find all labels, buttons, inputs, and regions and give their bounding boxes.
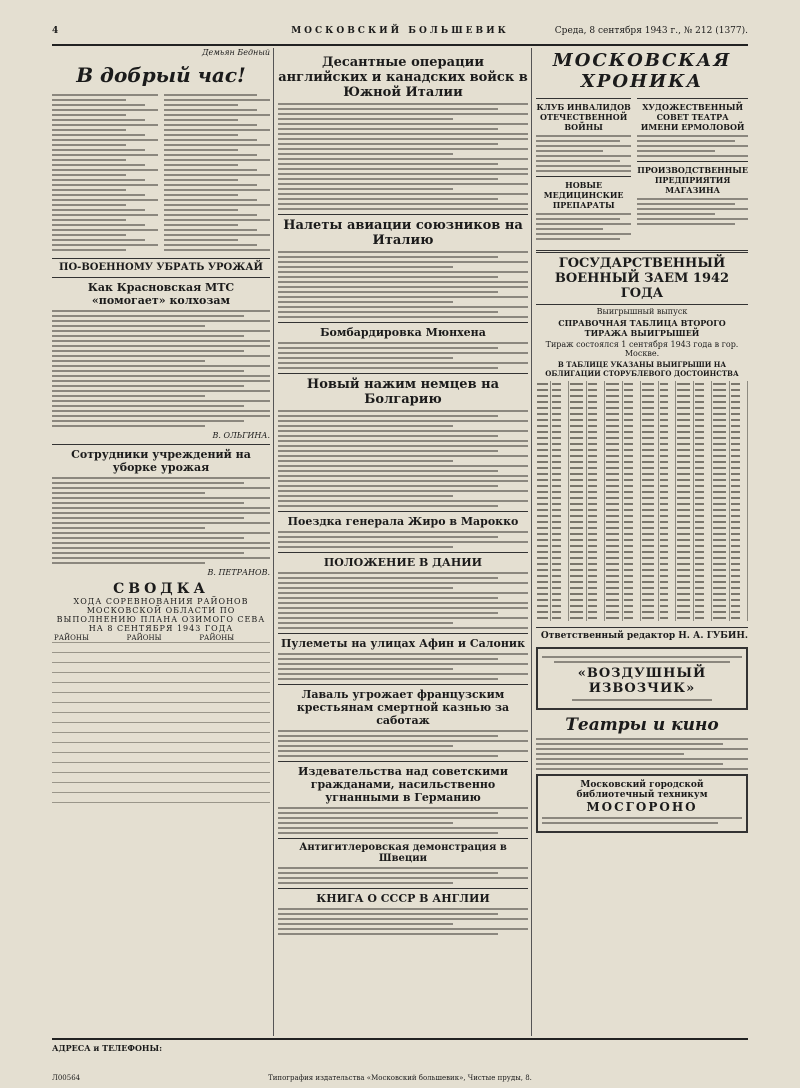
article-mts-body xyxy=(52,310,270,427)
section-harvest-title: ПО-ВОЕННОМУ УБРАТЬ УРОЖАЙ xyxy=(52,258,270,273)
article-mts-title: Как Красновская МТС «помогает» колхозам xyxy=(52,277,270,307)
loan-subtitle-3: Тираж состоялся 1 сентября 1943 года в гор. Москве. xyxy=(545,340,739,358)
chronicle-medical-title: НОВЫЕ МЕДИЦИНСКИЕ ПРЕПАРАТЫ xyxy=(536,176,631,210)
article-italy-landing-title: Десантные операции английских и канадских войск в Южной Италии xyxy=(278,55,528,100)
running-header xyxy=(52,22,748,46)
article-air-raids-body xyxy=(278,251,528,318)
page-number: 4 xyxy=(52,26,59,36)
library-ad-title: Московский городской библиотечный техникум xyxy=(576,780,708,800)
article-air-raids-title: Налеты авиации союзников на Италию xyxy=(278,214,528,248)
article-laval-title: Лаваль угрожает французским крестьянам смертной казнью за саботаж xyxy=(278,684,528,727)
article-munich-body xyxy=(278,342,528,369)
article-sweden-body xyxy=(278,867,528,884)
printer-imprint: Типография издательства «Московский большевик», Чистые пруды, 8. xyxy=(268,1074,532,1082)
article-germany-body xyxy=(278,807,528,834)
article-bulgaria-title: Новый нажим немцев на Болгарию xyxy=(278,373,528,407)
library-ad-org: МОСГОРОНО xyxy=(586,800,698,814)
left-column xyxy=(52,48,270,1036)
svodka-table xyxy=(52,633,270,803)
article-germany-title: Издевательства над советскими гражданами, насильственно угнанными в Германию xyxy=(278,761,528,804)
svodka-col-header: РАЙОНЫ xyxy=(125,633,198,643)
chronicle-shop-title: ПРОИЗВОДСТВЕННЫЕ ПРЕДПРИЯТИЯ МАГАЗИНА xyxy=(637,161,748,195)
article-denmark-title: ПОЛОЖЕНИЕ В ДАНИИ xyxy=(278,552,528,569)
poem-title: В добрый час! xyxy=(76,63,246,87)
loan-table xyxy=(536,381,748,621)
column-rule xyxy=(273,48,274,1036)
svodka-col-header: РАЙОНЫ xyxy=(197,633,270,643)
article-italy-landing-body xyxy=(278,103,528,210)
theatre-title: Театры и кино xyxy=(565,715,719,735)
footer-address-label: АДРЕСА и ТЕЛЕФОНЫ: xyxy=(52,1043,163,1053)
svodka-subtitle: ХОДА СОРЕВНОВАНИЯ РАЙОНОВ МОСКОВСКОЙ ОБЛАСТИ ПО ВЫПОЛНЕНИЮ ПЛАНА ОЗИМОГО СЕВА НА 8 СЕНТЯБРЯ 1943 ГОДА xyxy=(56,597,266,633)
right-column xyxy=(536,48,748,1036)
loan-title: ГОСУДАРСТВЕННЫЙ ВОЕННЫЙ ЗАЕМ 1942 ГОДА xyxy=(536,250,748,305)
theatre-listings xyxy=(536,738,748,770)
article-athens-body xyxy=(278,653,528,680)
library-ad xyxy=(536,774,748,833)
paper-name: МОСКОВСКИЙ БОЛЬШЕВИК xyxy=(291,26,509,36)
middle-column xyxy=(278,48,528,1036)
article-sweden-title: Антигитлеровская демонстрация в Швеции xyxy=(278,838,528,864)
chronicle-theatre-title: ХУДОЖЕСТВЕННЫЙ СОВЕТ ТЕАТРА ИМЕНИ ЕРМОЛОВОЙ xyxy=(637,98,748,132)
article-munich-title: Бомбардировка Мюнхена xyxy=(278,322,528,339)
article-denmark-body xyxy=(278,572,528,629)
article-staff-body xyxy=(52,477,270,564)
issue-date: Среда, 8 сентября 1943 г., № 212 (1377). xyxy=(554,26,748,36)
article-giraud-title: Поездка генерала Жиро в Марокко xyxy=(278,511,528,528)
article-bulgaria-body xyxy=(278,410,528,507)
footer xyxy=(52,1038,748,1058)
article-book-title: КНИГА О СССР В АНГЛИИ xyxy=(278,888,528,905)
poem-author: Демьян Бедный xyxy=(202,48,270,57)
column-rule xyxy=(531,48,532,1036)
loan-subtitle-1: Выигрышный выпуск xyxy=(596,307,688,316)
order-number: Л00564 xyxy=(52,1074,81,1082)
article-giraud-body xyxy=(278,531,528,548)
ad-title: «ВОЗДУШНЫЙ ИЗВОЗЧИК» xyxy=(577,666,707,696)
article-staff-byline: В. ПЕТРАНОВ. xyxy=(207,568,270,577)
article-staff-title: Сотрудники учреждений на уборке урожая xyxy=(52,444,270,474)
chronicle-title: МОСКОВСКАЯ ХРОНИКА xyxy=(552,50,732,92)
article-athens-title: Пулеметы на улицах Афин и Салоник xyxy=(278,633,528,650)
article-mts-byline: В. ОЛЬГИНА. xyxy=(212,431,270,440)
article-laval-body xyxy=(278,730,528,757)
loan-subtitle-2: СПРАВОЧНАЯ ТАБЛИЦА ВТОРОГО ТИРАЖА ВЫИГРЫШЕЙ xyxy=(558,318,726,338)
poem-body xyxy=(52,91,270,254)
chronicle-club-title: КЛУБ ИНВАЛИДОВ ОТЕЧЕСТВЕННОЙ ВОЙНЫ xyxy=(536,98,631,132)
loan-subtitle-4: В ТАБЛИЦЕ УКАЗАНЫ ВЫИГРЫШИ НА ОБЛИГАЦИИ СТОРУБЛЕВОГО ДОСТОИНСТВА xyxy=(545,360,739,378)
article-book-body xyxy=(278,908,528,935)
svodka-title: СВОДКА xyxy=(113,581,209,597)
editor-credit: Ответственный редактор Н. А. ГУБИН. xyxy=(536,627,748,641)
svodka-col-header: РАЙОНЫ xyxy=(52,633,125,643)
ad-box xyxy=(536,647,748,710)
